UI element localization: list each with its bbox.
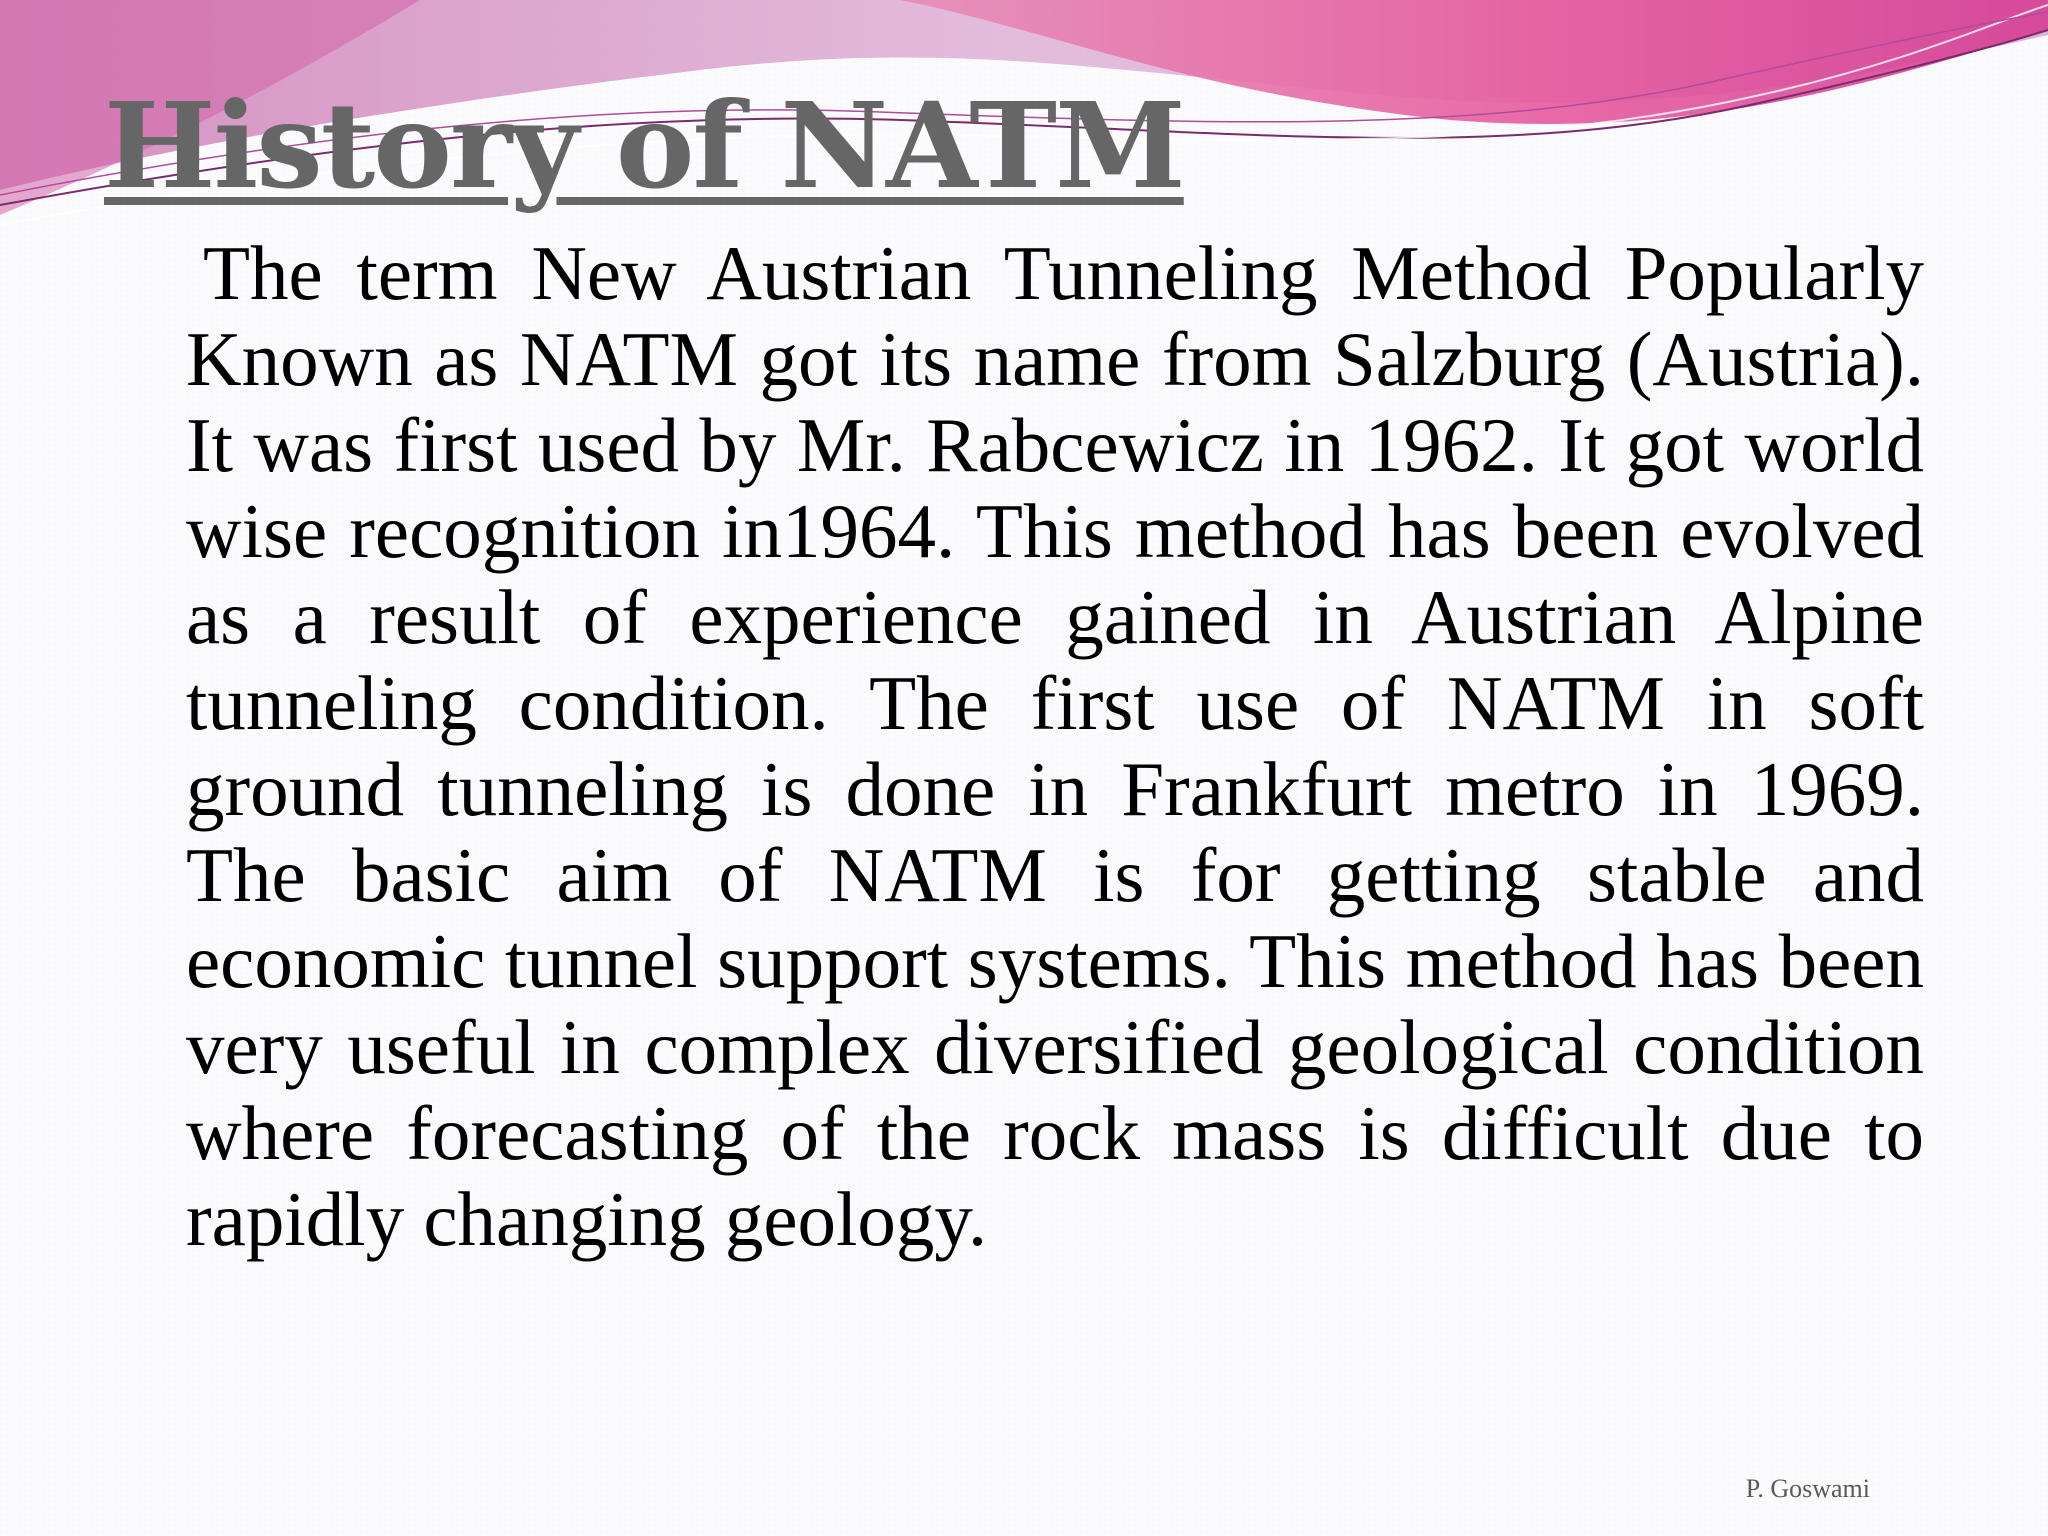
footer-author: P. Goswami bbox=[1745, 1474, 1870, 1503]
slide-title: History of NATM bbox=[104, 76, 1184, 215]
slide-body-text: The term New Austrian Tunneling Method Popularly Known as NATM got its name from Salzburg (Austria). It was first used by Mr. Rabcewicz in 1962. It got world wise recognition in1964. This method has been evolved as a result of experience gained in Austrian Alpine tunneling condition. The first use of NATM in soft ground tunneling is done in Frankfurt metro in 1969. The basic aim of NATM is for getting stable and economic tunnel support systems. This method has been very useful in complex diversified geological condition where forecasting of the rock mass is difficult due to rapidly changing geology. bbox=[186, 230, 1924, 1262]
